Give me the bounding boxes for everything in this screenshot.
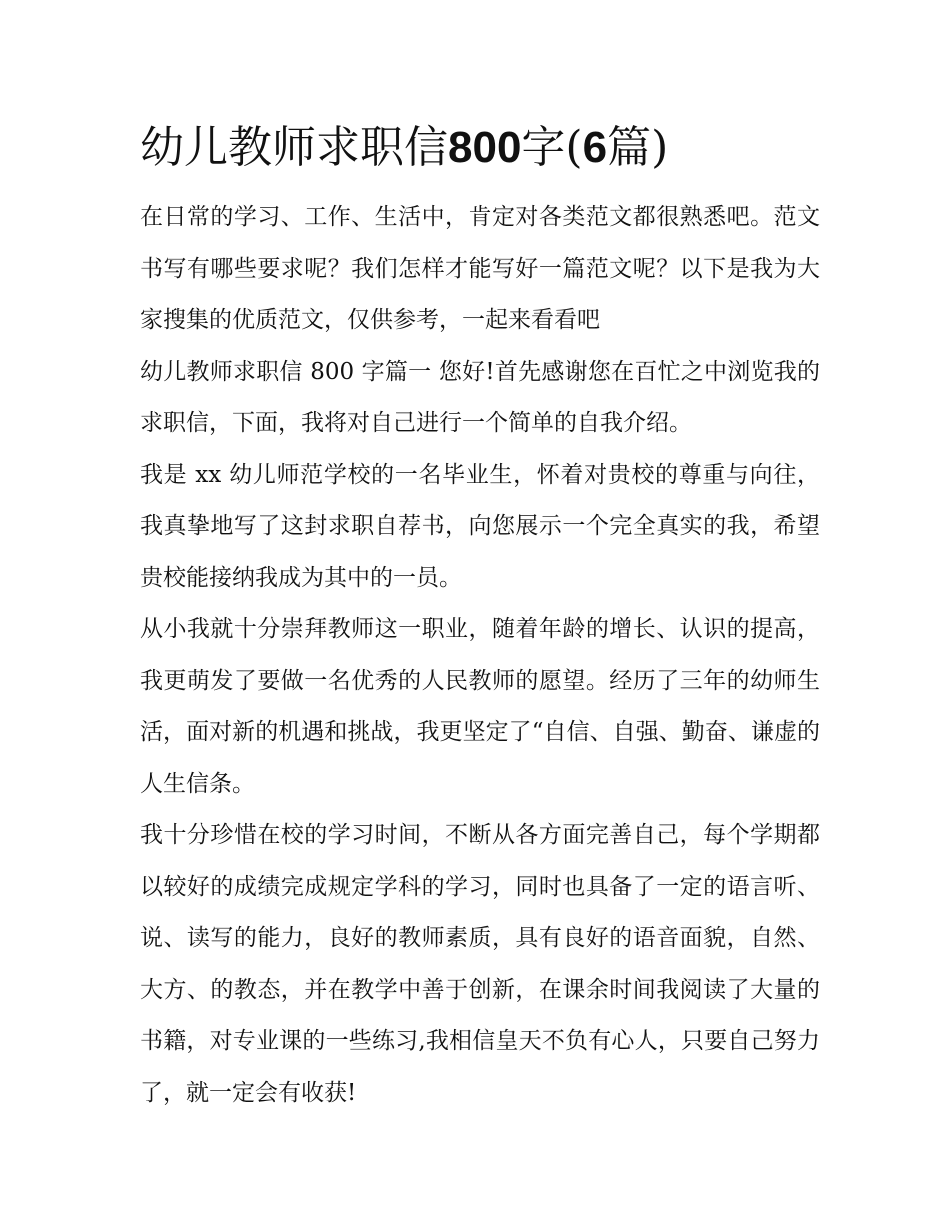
document-body xyxy=(140,192,820,1119)
title-number: 800 xyxy=(448,123,522,172)
paragraph-aspiration: 从小我就十分崇拜教师这一职业，随着年龄的增长、认识的提高，我更萌发了要做一名优秀的人民教师的愿望。经历了三年的幼师生活，面对新的机遇和挑战，我更坚定了“自信、自强、勤奋、谦虚的人生信条。 xyxy=(140,616,820,797)
document-title xyxy=(140,118,820,178)
title-mid: 字( xyxy=(521,122,583,173)
title-prefix: 幼儿教师求职信 xyxy=(140,122,448,173)
title-suffix: 篇) xyxy=(607,122,669,173)
paragraph-self-intro: 我是 xx 幼儿师范学校的一名毕业生，怀着对贵校的尊重与向往，我真挚地写了这封求职自荐书，向您展示一个完全真实的我，希望贵校能接纳我成为其中的一员。 xyxy=(140,461,820,591)
paragraph-greeting: 幼儿教师求职信 800 字篇一 您好!首先感谢您在百忙之中浏览我的求职信，下面，我将对自己进行一个简单的自我介绍。 xyxy=(140,358,820,436)
paragraph-intro: 在日常的学习、工作、生活中，肯定对各类范文都很熟悉吧。范文书写有哪些要求呢？我们怎样才能写好一篇范文呢？以下是我为大家搜集的优质范文，仅供参考，一起来看看吧 xyxy=(140,204,820,333)
document-page xyxy=(140,118,820,1119)
title-count: 6 xyxy=(582,123,608,172)
paragraph-study: 我十分珍惜在校的学习时间，不断从各方面完善自己，每个学期都以较好的成绩完成规定学科的学习，同时也具备了一定的语言听、说、读写的能力，良好的教师素质，具有良好的语音面貌，自然、大方、的教态，并在教学中善于创新，在课余时间我阅读了大量的书籍，对专业课的一些练习,我相信皇天不负有心人，只要自己努力了，就一定会有收获! xyxy=(140,822,820,1106)
